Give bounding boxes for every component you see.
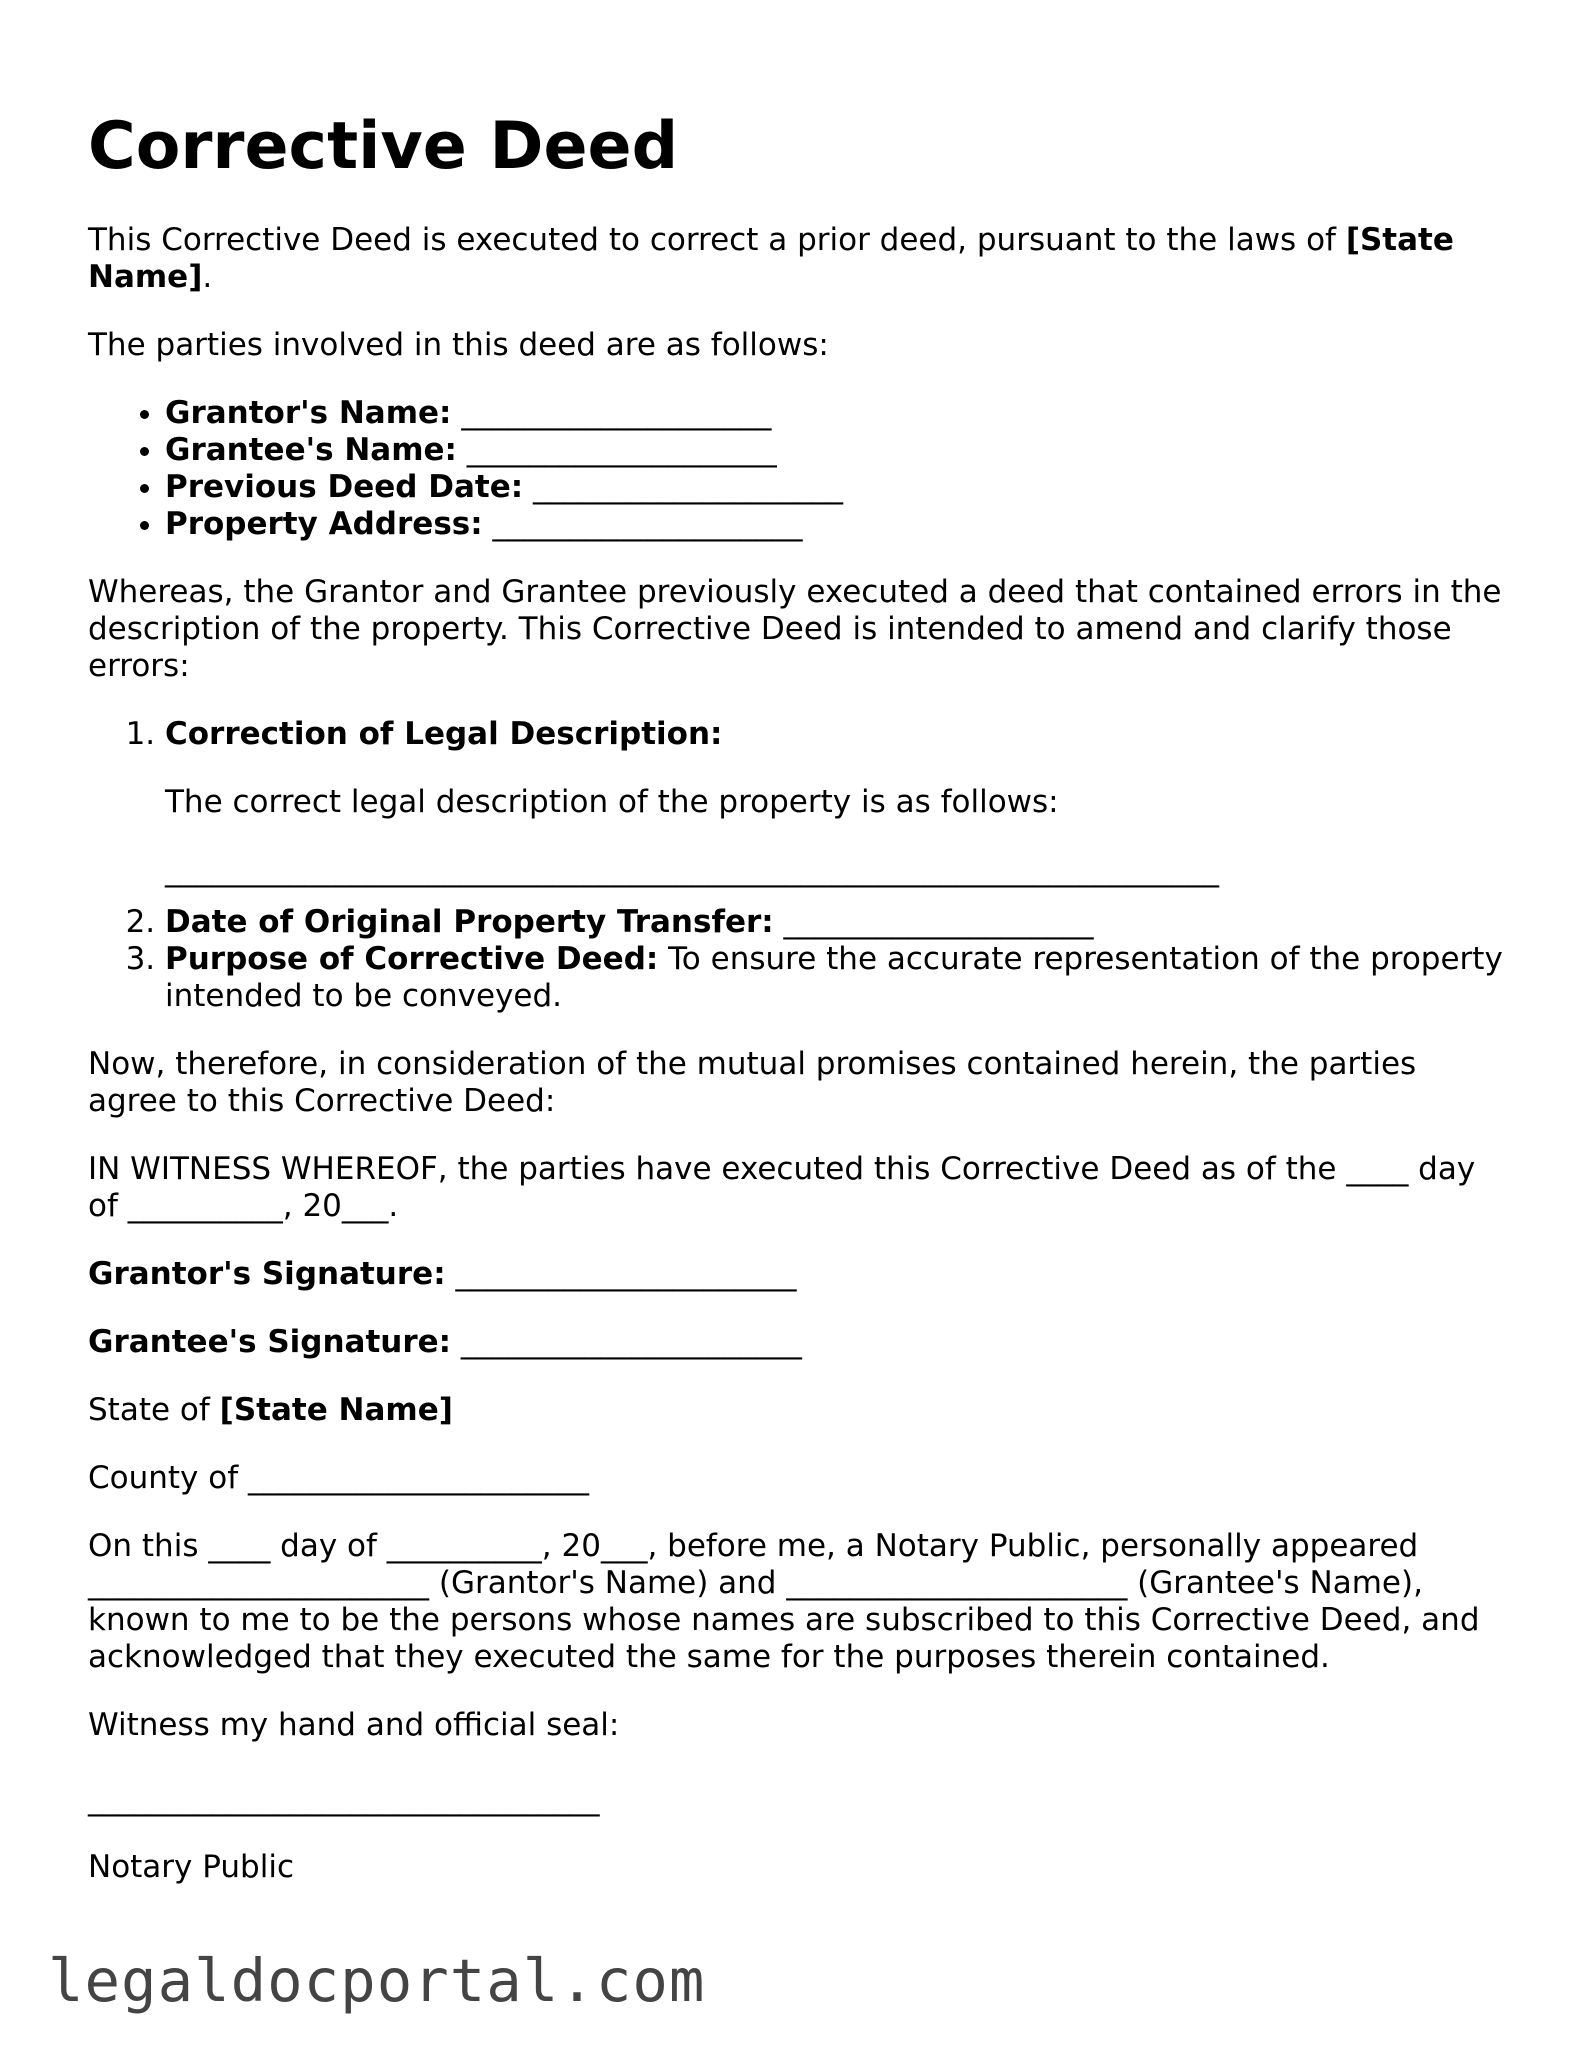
signature-label: Grantor's Signature: — [88, 1256, 446, 1292]
correction-label: Date of Original Property Transfer: — [165, 904, 774, 940]
now-therefore-paragraph: Now, therefore, in consideration of the mutual promises contained herein, the parties agree to this Corrective Deed: — [88, 1046, 1417, 1119]
parties-list — [88, 395, 1508, 543]
intro-end: . — [202, 259, 213, 295]
document-title: Corrective Deed — [88, 109, 679, 184]
list-item — [165, 432, 1508, 469]
state-name: [State Name] — [219, 1392, 453, 1428]
correction-text: To ensure the accurate representation of the property intended to be conveyed. — [165, 941, 1503, 1014]
correction-text: The correct legal description of the property is as follows: — [165, 784, 1059, 820]
grantee-signature-line — [88, 1324, 1508, 1361]
intro-state-name: [State Name] — [88, 222, 1454, 295]
signature-label: Grantee's Signature: — [88, 1324, 452, 1360]
signature-blank: ______________________ — [455, 1256, 797, 1292]
whereas-paragraph: Whereas, the Grantor and Grantee previously executed a deed that contained errors in the description of the property. This Corrective Deed is intended to amend and clarify those errors: — [88, 574, 1502, 684]
legal-description-blank: ____________________________________________________________________ — [165, 852, 1219, 888]
witness-clause: IN WITNESS WHEREOF, the parties have executed this Corrective Deed as of the ____ day of __________, 20___. — [88, 1151, 1476, 1224]
party-label: Previous Deed Date: — [165, 469, 524, 505]
list-item — [165, 469, 1508, 506]
party-label: Grantor's Name: — [165, 395, 452, 431]
list-item — [165, 506, 1508, 543]
party-blank: ____________________ — [461, 395, 772, 431]
correction-label: Purpose of Corrective Deed: — [165, 941, 659, 977]
notary-signature-blank: _________________________________ — [88, 1781, 600, 1817]
correction-label: Correction of Legal Description: — [165, 716, 723, 752]
parties-intro: The parties involved in this deed are as follows: — [88, 327, 829, 363]
party-blank: ____________________ — [533, 469, 843, 505]
seal-text: Witness my hand and official seal: — [88, 1707, 620, 1743]
notary-state-line — [88, 1392, 1508, 1429]
state-prefix: State of — [88, 1392, 220, 1428]
list-item — [165, 941, 1508, 1015]
notary-public-label: Notary Public — [88, 1849, 294, 1885]
site-watermark: legaldocportal.com — [48, 1946, 706, 2015]
list-item — [165, 395, 1508, 432]
intro-text: This Corrective Deed is executed to correct a prior deed, pursuant to the laws of — [88, 222, 1346, 258]
notary-acknowledgment: On this ____ day of __________, 20___, before me, a Notary Public, personally appeared ______________________ (Grantor's Name) and ______________________ (Grantee's Name), known to me to be the persons whose names are subscribed to this Corrective Deed, and acknowledged that they executed the same for the purposes therein contained. — [88, 1528, 1480, 1675]
party-label: Property Address: — [165, 506, 483, 542]
intro-paragraph — [88, 222, 1508, 296]
transfer-date-blank: ____________________ — [783, 904, 1094, 940]
party-blank: ____________________ — [492, 506, 803, 542]
party-blank: ____________________ — [466, 432, 777, 468]
list-item — [165, 716, 1508, 889]
signature-blank: ______________________ — [460, 1324, 802, 1360]
corrections-list — [88, 716, 1508, 1015]
document-page — [88, 108, 1508, 1917]
notary-county-line: County of ______________________ — [88, 1460, 589, 1496]
party-label: Grantee's Name: — [165, 432, 457, 468]
grantor-signature-line — [88, 1256, 1508, 1293]
list-item — [165, 904, 1508, 941]
